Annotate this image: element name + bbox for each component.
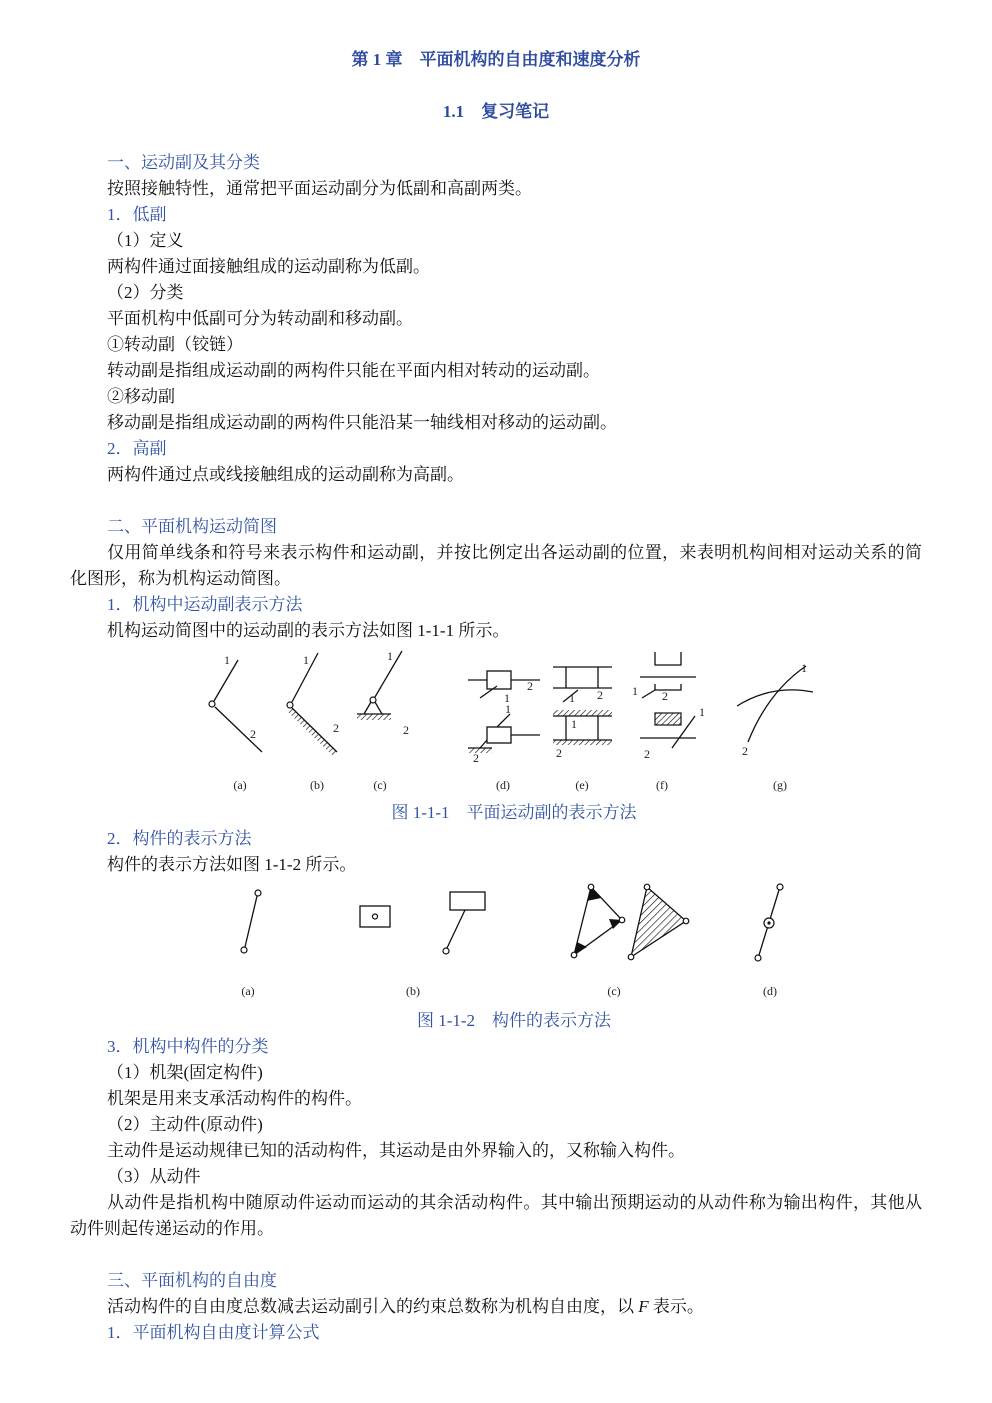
paragraph: 移动副是指组成运动副的两构件只能沿某一轴线相对移动的运动副。	[107, 413, 617, 432]
fig1-panel-g	[737, 661, 813, 792]
member-label: 2	[527, 679, 533, 693]
item-heading: （3）从动件	[107, 1167, 201, 1186]
member-label: 2	[333, 721, 339, 735]
support-line	[375, 702, 382, 714]
joint-icon	[571, 952, 577, 958]
member-line	[642, 690, 655, 698]
subheading-link-representation: 2．构件的表示方法	[107, 829, 252, 848]
fig2-panel-b	[360, 892, 485, 998]
paragraph	[107, 1294, 704, 1320]
joint-icon	[628, 954, 634, 960]
member-label: 1	[387, 649, 393, 663]
joint-icon	[755, 955, 761, 961]
fig2-panel-c	[571, 884, 689, 998]
member-label: 1	[571, 717, 577, 731]
paragraph: 主动件是运动规律已知的活动构件，其运动是由外界输入的，又称输入构件。	[107, 1141, 685, 1160]
paragraph: 从动件是指机构中随原动件运动而运动的其余活动构件。其中输出预期运动的从动件称为输出构件，其他从动件则起传递运动的作用。	[70, 1193, 922, 1238]
paragraph: 转动副是指组成运动副的两构件只能在平面内相对转动的运动副。	[107, 361, 600, 380]
paragraph: 构件的表示方法如图 1-1-2 所示。	[107, 855, 357, 874]
section-title: 1.1 复习笔记	[442, 102, 550, 121]
subheading-link-classification: 3．机构中构件的分类	[107, 1037, 269, 1056]
block-link	[450, 892, 485, 910]
revolute-joint-icon	[209, 701, 215, 707]
symbol-F: F	[638, 1297, 649, 1316]
fig1-panel-f	[632, 652, 705, 792]
joint-icon	[241, 947, 247, 953]
subheading-dof-formula: 1．平面机构自由度计算公式	[107, 1323, 320, 1342]
figure-link-symbols	[220, 878, 800, 1003]
member-label: 1	[632, 684, 638, 698]
subheading-higher-pair: 2．高副	[107, 439, 167, 458]
ground-hatch	[655, 713, 681, 725]
item-heading: （1）机架(固定构件)	[107, 1063, 263, 1082]
slider-block	[655, 684, 681, 690]
member-label: 1	[504, 691, 510, 705]
fig2-panel-d	[755, 884, 783, 998]
member-label: 2	[403, 723, 409, 737]
section-heading-degrees-of-freedom: 三、平面机构的自由度	[107, 1271, 277, 1290]
panel-label: (f)	[656, 778, 668, 792]
fig1-panel-d	[468, 671, 540, 792]
member-label: 2	[662, 689, 668, 703]
paragraph: 仅用简单线条和符号来表示构件和运动副，并按比例定出各运动副的位置，来表明机构间相对运动关系的简化图形，称为机构运动简图。	[70, 543, 922, 588]
panel-label: (d)	[763, 984, 777, 998]
ground-hatch	[357, 714, 391, 720]
panel-label: (c)	[373, 778, 387, 792]
joint-icon	[777, 884, 783, 890]
figure-planar-pair-symbols	[200, 645, 820, 800]
item-heading: （1）定义	[107, 231, 184, 250]
slider-block	[487, 727, 511, 743]
member-label: 2	[742, 744, 748, 758]
member-label: 1	[224, 653, 230, 667]
section-heading-kinematic-diagram: 二、平面机构运动简图	[107, 517, 277, 536]
member-label: 1	[801, 661, 807, 675]
panel-label: (g)	[773, 778, 787, 792]
panel-label: (c)	[607, 984, 621, 998]
member-label: 2	[597, 688, 603, 702]
fig2-panel-a	[241, 890, 261, 998]
panel-label: (b)	[406, 984, 420, 998]
fig1-panel-a	[209, 653, 262, 792]
guide-cup	[655, 652, 681, 665]
panel-label: (a)	[233, 778, 247, 792]
panel-label: (e)	[575, 778, 589, 792]
paragraph: 按照接触特性，通常把平面运动副分为低副和高副两类。	[107, 179, 532, 198]
revolute-joint-icon	[287, 702, 293, 708]
paragraph: 机构运动简图中的运动副的表示方法如图 1-1-1 所示。	[107, 621, 510, 640]
subheading-pair-representation: 1．机构中运动副表示方法	[107, 595, 303, 614]
support-line	[364, 702, 371, 714]
contour-curve	[748, 666, 806, 742]
text-run: 表示。	[648, 1297, 704, 1316]
joint-icon	[644, 884, 650, 890]
item-heading: ①转动副（铰链）	[107, 335, 243, 354]
member-label: 2	[250, 727, 256, 741]
fig1-panel-b	[287, 653, 339, 792]
slider-block	[487, 671, 511, 689]
joint-icon	[588, 884, 594, 890]
section-heading-kinematic-pairs: 一、运动副及其分类	[107, 153, 260, 172]
contour-curve	[737, 690, 813, 706]
joint-icon	[443, 948, 449, 954]
fixed-joint-dot	[767, 921, 770, 924]
link-line	[245, 896, 257, 947]
chapter-title: 第 1 章 平面机构的自由度和速度分析	[351, 50, 641, 69]
panel-label: (a)	[241, 984, 255, 998]
ground-hatch	[288, 708, 337, 756]
figure-caption: 图 1-1-2 构件的表示方法	[416, 1011, 612, 1030]
link-line	[447, 910, 465, 948]
item-heading: （2）分类	[107, 283, 184, 302]
member-label: 2	[556, 746, 562, 760]
joint-icon	[373, 914, 378, 919]
joint-icon	[255, 890, 261, 896]
member-label: 1	[569, 691, 575, 705]
paragraph: 平面机构中低副可分为转动副和移动副。	[107, 309, 413, 328]
member-label: 1	[303, 653, 309, 667]
text-run: 活动构件的自由度总数减去运动副引入的约束总数称为机构自由度，以	[107, 1297, 639, 1316]
ground-hatch	[553, 740, 612, 745]
fig1-panel-c	[357, 649, 409, 792]
ground-hatch	[553, 710, 612, 716]
fig1-panel-e	[553, 667, 612, 792]
figure-caption: 图 1-1-1 平面运动副的表示方法	[391, 803, 637, 822]
member-label: 1	[699, 705, 705, 719]
member-label: 2	[644, 747, 650, 761]
ground-hatch	[468, 748, 492, 753]
member-label: 2	[473, 751, 479, 765]
joint-icon	[619, 917, 625, 923]
member-label: 1	[505, 702, 511, 716]
item-heading: ②移动副	[107, 387, 175, 406]
panel-label: (d)	[496, 778, 510, 792]
item-heading: （2）主动件(原动件)	[107, 1115, 263, 1134]
panel-label: (b)	[310, 778, 324, 792]
member-line	[480, 740, 487, 748]
paragraph: 机架是用来支承活动构件的构件。	[107, 1089, 362, 1108]
joint-icon	[683, 918, 689, 924]
paragraph: 两构件通过面接触组成的运动副称为低副。	[107, 257, 430, 276]
revolute-joint-icon	[370, 697, 376, 703]
subheading-lower-pair: 1．低副	[107, 205, 167, 224]
paragraph: 两构件通过点或线接触组成的运动副称为高副。	[107, 465, 464, 484]
